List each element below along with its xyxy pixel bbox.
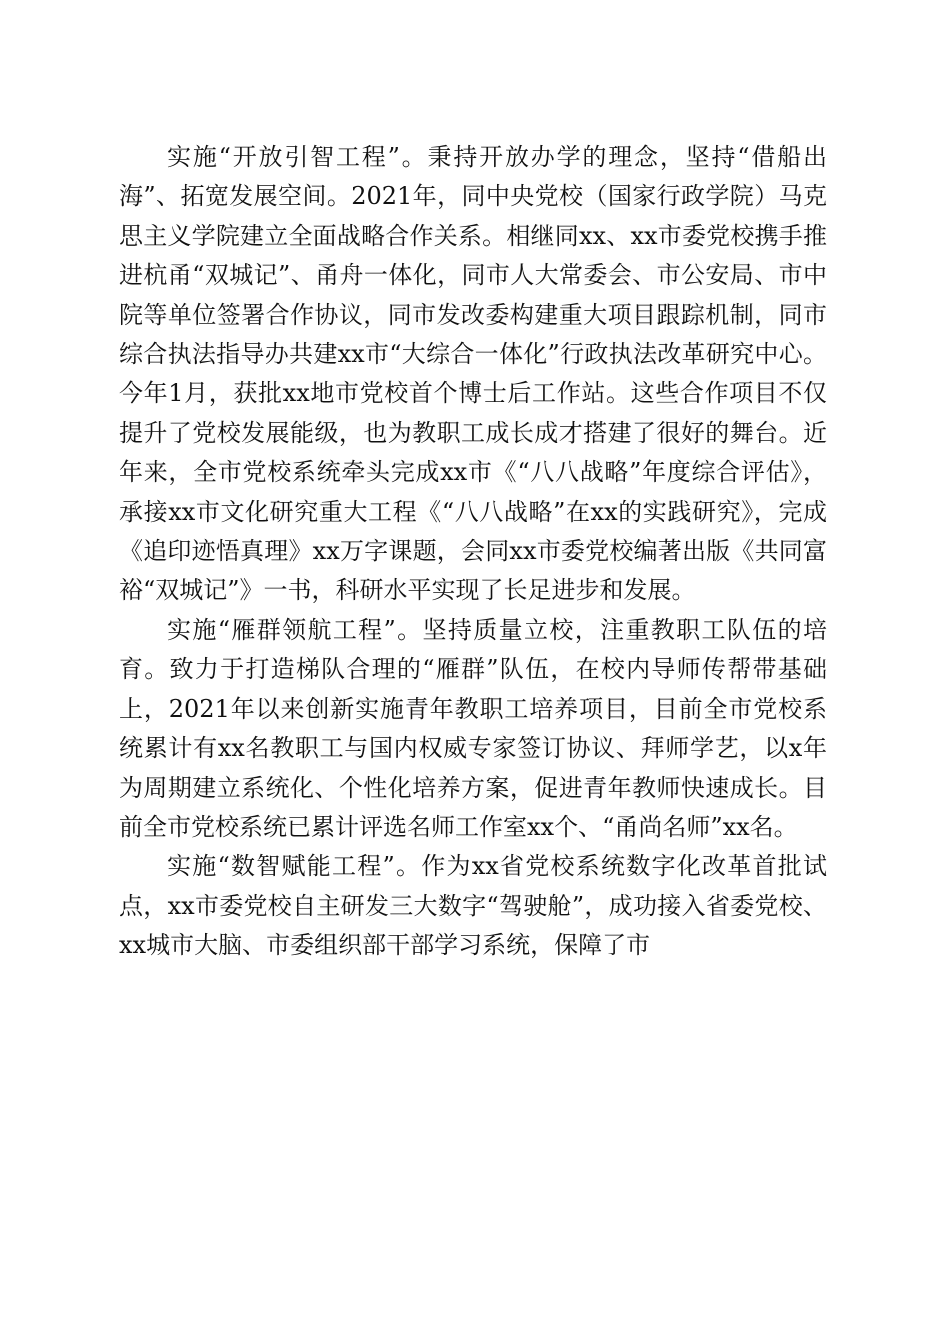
paragraph-open-talent-project: 实施“开放引智工程”。秉持开放办学的理念，坚持“借船出海”、拓宽发展空间。2021年，同中央党校（国家行政学院）马克思主义学院建立全面战略合作关系。相继同xx、xx市委党校携手推进杭甬“双城记”、甬舟一体化，同市人大常委会、市公安局、市中院等单位签署合作协议，同市发改委构建重大项目跟踪机制，同市综合执法指导办共建xx市“大综合一体化”行政执法改革研究中心。今年1月，获批xx地市党校首个博士后工作站。这些合作项目不仅提升了党校发展能级，也为教职工成长成才搭建了很好的舞台。近年来，全市党校系统牵头完成xx市《“八八战略”年度综合评估》，承接xx市文化研究重大工程《“八八战略”在xx的实践研究》，完成《追印迹悟真理》xx万字课题，会同xx市委党校编著出版《共同富裕“双城记”》一书，科研水平实现了长足进步和发展。: [119, 143, 827, 605]
paragraph-goose-leadership-project: 实施“雁群领航工程”。坚持质量立校，注重教职工队伍的培育。致力于打造梯队合理的“雁群”队伍，在校内导师传帮带基础上，2021年以来创新实施青年教职工培养项目，目前全市党校系统累计有xx名教职工与国内权威专家签订协议、拜师学艺，以x年为周期建立系统化、个性化培养方案，促进青年教师快速成长。目前全市党校系统已累计评选名师工作室xx个、“甬尚名师”xx名。: [119, 615, 827, 841]
document-body: [119, 138, 827, 966]
paragraph-digital-empowerment-project: 实施“数智赋能工程”。作为xx省党校系统数字化改革首批试点，xx市委党校自主研发三大数字“驾驶舱”，成功接入省委党校、xx城市大脑、市委组织部干部学习系统，保障了市: [119, 852, 827, 960]
